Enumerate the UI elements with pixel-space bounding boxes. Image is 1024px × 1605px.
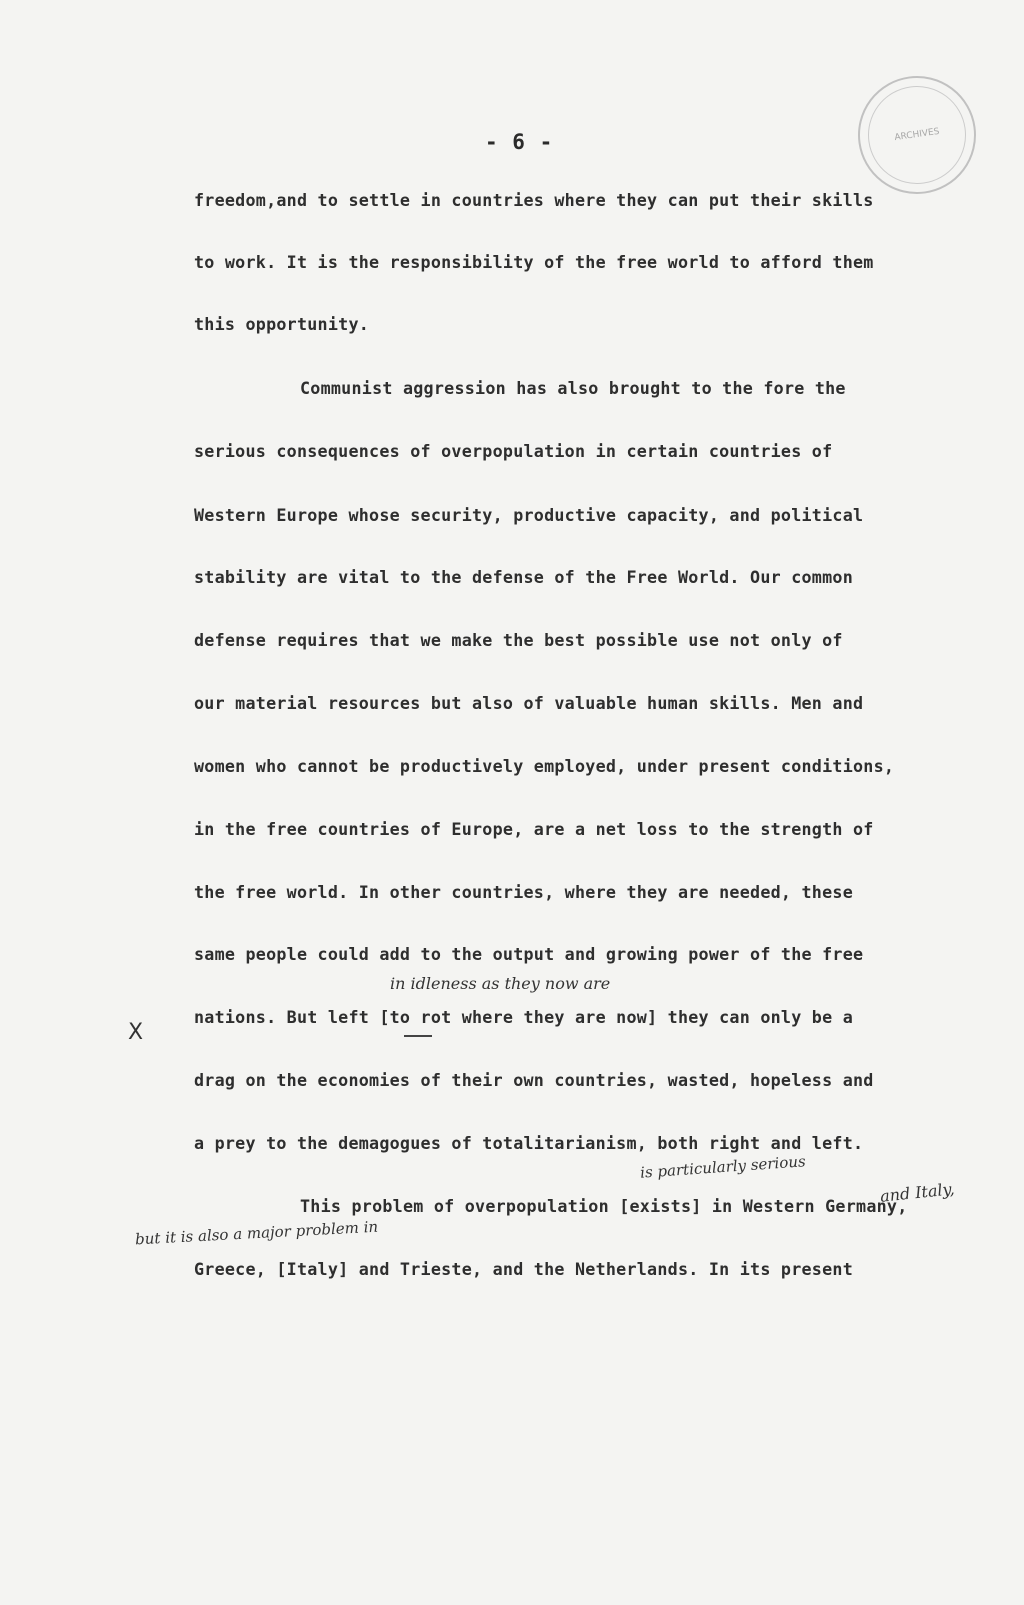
- handwritten-insert-serious: is particularly serious: [639, 1152, 807, 1182]
- text-line-1: freedom,and to settle in countries where they can put their skills: [194, 190, 874, 210]
- text-line-5: serious consequences of overpopulation in certain countries of: [194, 441, 833, 461]
- page-number: - 6 -: [485, 130, 554, 154]
- text-line-17: This problem of overpopulation [exists] in Western Germany,: [300, 1196, 908, 1216]
- handwritten-insert-italy: and Italy,: [879, 1179, 956, 1206]
- text-line-18: Greece, [Italy] and Trieste, and the Netherlands. In its present: [194, 1259, 853, 1279]
- text-line-4: Communist aggression has also brought to the fore the: [300, 378, 846, 398]
- text-line-16: a prey to the demagogues of totalitarianism, both right and left.: [194, 1133, 864, 1153]
- stamp-text: ARCHIVES: [893, 126, 941, 143]
- text-line-13: same people could add to the output and growing power of the free: [194, 944, 864, 964]
- text-line-3: this opportunity.: [194, 314, 370, 334]
- text-line-6: Western Europe whose security, productive capacity, and political: [194, 505, 864, 525]
- text-line-8: defense requires that we make the best possible use not only of: [194, 630, 843, 650]
- text-line-7: stability are vital to the defense of the Free World. Our common: [194, 567, 853, 587]
- handwritten-insert-idleness: in idleness as they now are: [390, 974, 611, 993]
- text-line-11: in the free countries of Europe, are a net loss to the strength of: [194, 819, 874, 839]
- archive-stamp: [850, 68, 983, 201]
- handwritten-underline: [404, 1035, 432, 1037]
- text-line-2: to work. It is the responsibility of the free world to afford them: [194, 252, 874, 272]
- margin-mark-x: X: [128, 1020, 144, 1045]
- text-line-10: women who cannot be productively employed, under present conditions,: [194, 756, 895, 776]
- text-line-9: our material resources but also of valuable human skills. Men and: [194, 693, 864, 713]
- handwritten-insert-major-problem: but it is also a major problem in: [134, 1217, 379, 1249]
- text-line-15: drag on the economies of their own countries, wasted, hopeless and: [194, 1070, 874, 1090]
- text-line-12: the free world. In other countries, where they are needed, these: [194, 882, 853, 902]
- text-line-14: nations. But left [to rot where they are now] they can only be a: [194, 1007, 853, 1027]
- stamp-ring: [862, 80, 973, 191]
